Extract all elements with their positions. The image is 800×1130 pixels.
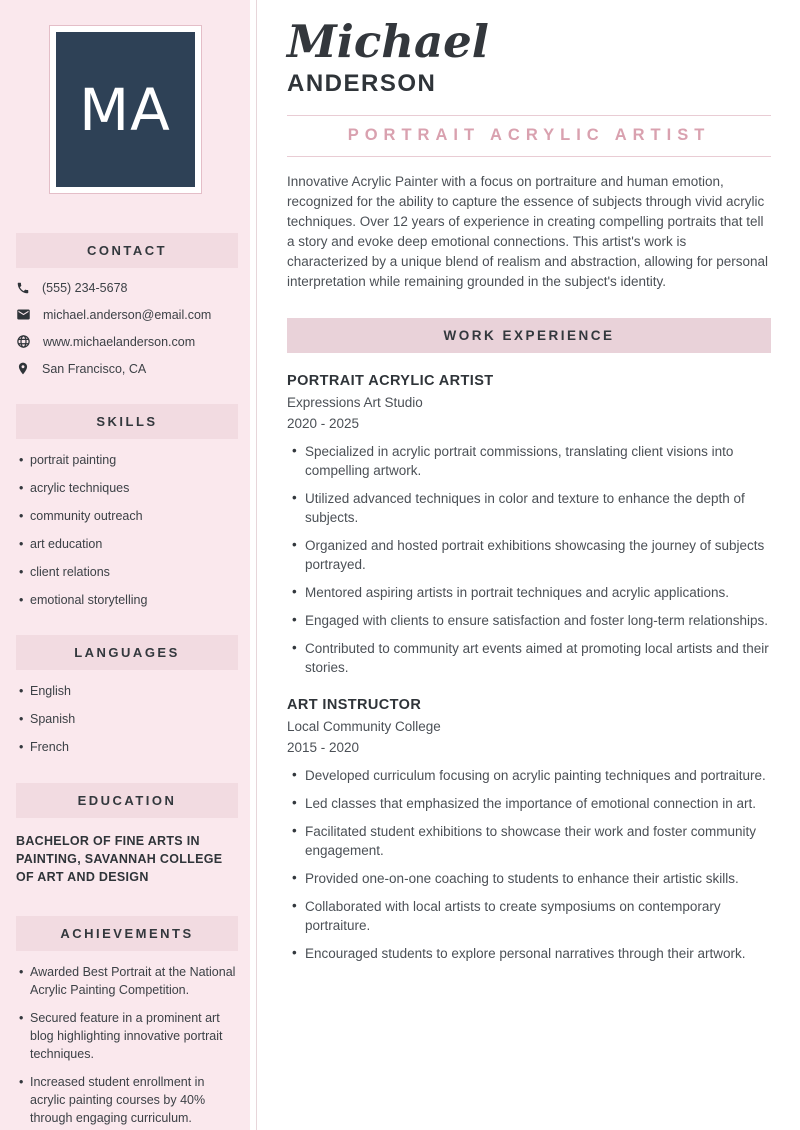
- achievement-item: • Awarded Best Portrait at the National Acrylic Painting Competition.: [19, 963, 240, 999]
- job-bullet: • Developed curriculum focusing on acrylic painting techniques and portraiture.: [292, 766, 771, 785]
- role-title: PORTRAIT ACRYLIC ARTIST: [347, 126, 711, 144]
- job-bullet: • Organized and hosted portrait exhibitions showcasing the journey of subjects portrayed.: [292, 536, 771, 574]
- globe-icon: [16, 334, 31, 349]
- job-entry: [287, 697, 771, 963]
- language-item: • Spanish: [19, 710, 240, 728]
- job-bullet: • Contributed to community art events aimed at promoting local artists and their stories.: [292, 639, 771, 677]
- contact-row-phone: [16, 281, 240, 295]
- job-bullet-list: [287, 766, 771, 963]
- education-section-header: EDUCATION: [16, 783, 238, 818]
- language-item: • English: [19, 682, 240, 700]
- contact-list: [16, 281, 240, 376]
- job-company: Expressions Art Studio: [287, 395, 423, 410]
- location-icon: [16, 361, 30, 376]
- education-degree: BACHELOR OF FINE ARTS IN PAINTING, SAVANNAH COLLEGE OF ART AND DESIGN: [16, 834, 223, 884]
- job-bullet: • Led classes that emphasized the importance of emotional connection in art.: [292, 794, 771, 813]
- skill-item: • portrait painting: [19, 451, 240, 469]
- job-bullet: • Collaborated with local artists to create symposiums on contemporary portraiture.: [292, 897, 771, 935]
- job-bullet-list: [287, 442, 771, 677]
- skill-item: • acrylic techniques: [19, 479, 240, 497]
- contact-row-location: [16, 361, 240, 376]
- monogram-frame: [49, 25, 202, 194]
- language-item: • French: [19, 738, 240, 756]
- achievement-item: • Increased student enrollment in acrylic painting courses by 40% through engaging curriculum.: [19, 1073, 240, 1127]
- skill-item: • client relations: [19, 563, 240, 581]
- job-dates: 2015 - 2020: [287, 740, 360, 755]
- languages-section-header: LANGUAGES: [16, 635, 238, 670]
- contact-row-email: [16, 307, 240, 322]
- last-name: ANDERSON: [287, 70, 437, 97]
- job-title: ART INSTRUCTOR: [287, 697, 422, 713]
- job-bullet: • Facilitated student exhibitions to showcase their work and foster community engagement.: [292, 822, 771, 860]
- contact-section-header: CONTACT: [16, 233, 238, 268]
- contact-location-text: San Francisco, CA: [42, 361, 147, 376]
- achievements-section-header: ACHIEVEMENTS: [16, 916, 238, 951]
- job-title: PORTRAIT ACRYLIC ARTIST: [287, 373, 494, 389]
- professional-summary: Innovative Acrylic Painter with a focus on portraiture and human emotion, recognized for the ability to capture the essence of subjects through vivid acrylic techniques. Over 12 years of experience in creating compelling portraits that tell a story and evoke deep emotional connections. This artist's work is characterized by a unique blend of realism and abstraction, allowing for personal interpretation while remaining grounded in the subject's identity.: [287, 174, 769, 289]
- job-bullet: • Encouraged students to explore personal narratives through their artwork.: [292, 944, 771, 963]
- header-rule-bottom: [287, 156, 771, 157]
- job-bullet: • Specialized in acrylic portrait commissions, translating client visions into compelling artwork.: [292, 442, 771, 480]
- email-icon: [16, 307, 31, 322]
- skill-item: • emotional storytelling: [19, 591, 240, 609]
- skills-section-header: SKILLS: [16, 404, 238, 439]
- job-bullet: • Provided one-on-one coaching to students to enhance their artistic skills.: [292, 869, 771, 888]
- monogram-avatar: MA: [56, 32, 195, 187]
- languages-list: [0, 682, 240, 756]
- contact-website-text: www.michaelanderson.com: [43, 334, 196, 349]
- phone-icon: [16, 281, 30, 295]
- job-company: Local Community College: [287, 719, 441, 734]
- main-column: [257, 0, 800, 1130]
- job-bullet: • Engaged with clients to ensure satisfaction and foster long-term relationships.: [292, 611, 771, 630]
- skills-list: [0, 451, 240, 609]
- achievements-list: [0, 963, 240, 1127]
- sidebar: [0, 0, 250, 1130]
- job-bullet: • Utilized advanced techniques in color and texture to enhance the depth of subjects.: [292, 489, 771, 527]
- contact-email-text: michael.anderson@email.com: [43, 307, 212, 322]
- work-experience-header: WORK EXPERIENCE: [287, 318, 771, 353]
- job-entry: [287, 373, 771, 677]
- contact-phone-text: (555) 234-5678: [42, 281, 128, 295]
- achievement-item: • Secured feature in a prominent art blog highlighting innovative portrait techniques.: [19, 1009, 240, 1063]
- first-name: Michael: [287, 15, 489, 68]
- contact-row-website: [16, 334, 240, 349]
- job-dates: 2020 - 2025: [287, 416, 360, 431]
- skill-item: • community outreach: [19, 507, 240, 525]
- job-bullet: • Mentored aspiring artists in portrait techniques and acrylic applications.: [292, 583, 771, 602]
- skill-item: • art education: [19, 535, 240, 553]
